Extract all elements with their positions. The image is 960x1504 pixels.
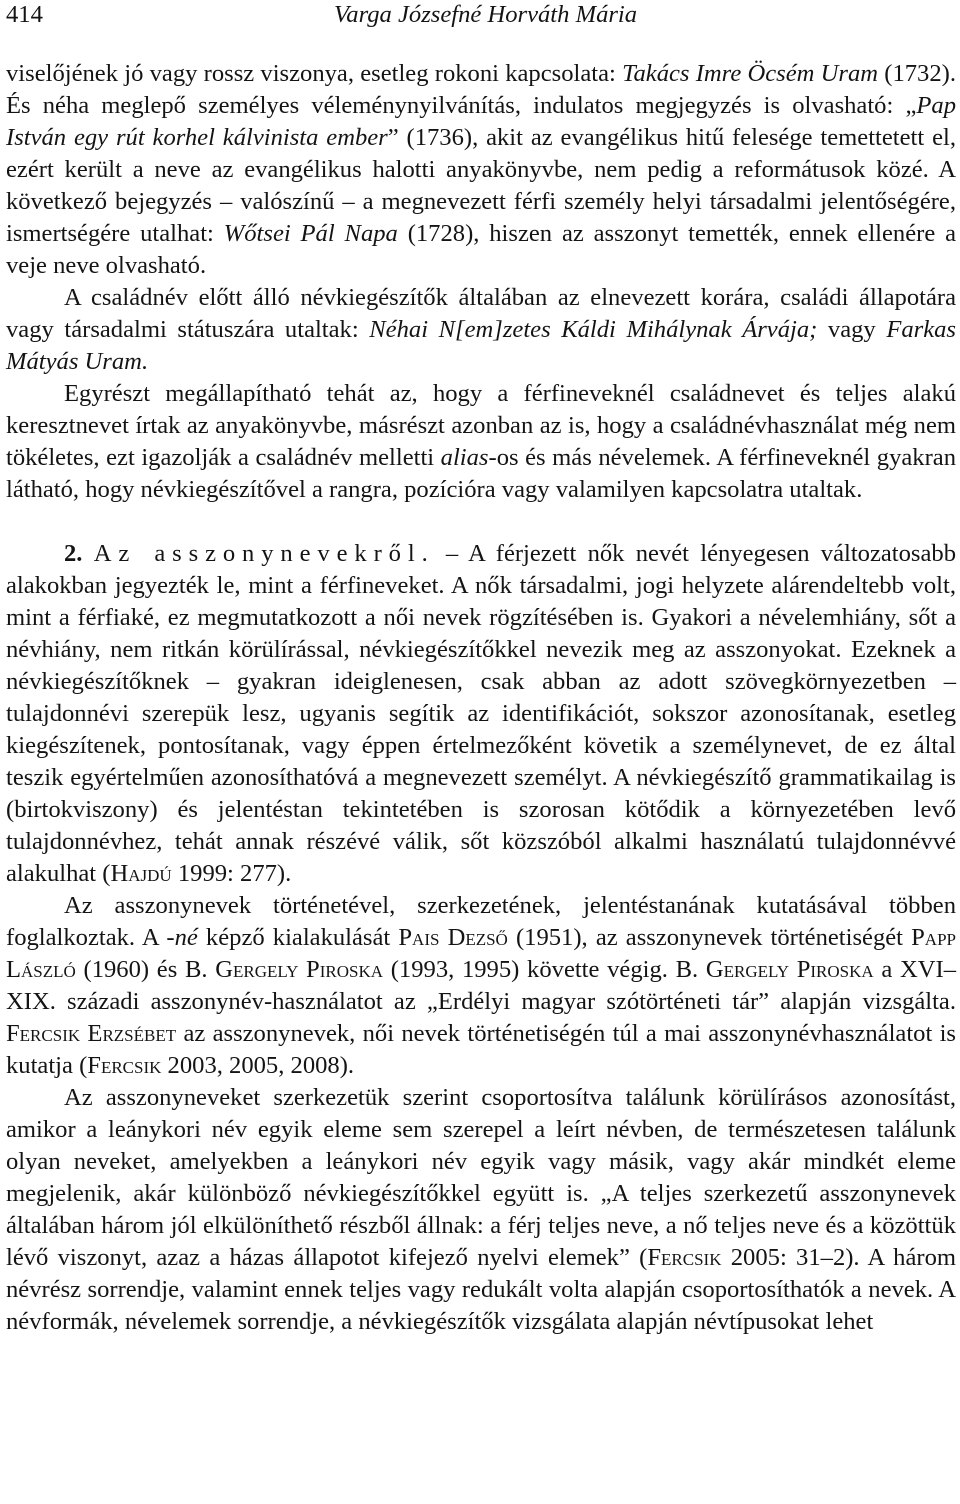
section-2-paragraph (6, 538, 956, 890)
running-head: Varga Józsefné Horváth Mária (334, 1, 638, 28)
text-run: vagy (817, 316, 887, 343)
text-run: – A férjezett nők nevét lényegesen változatosabb alakokban jegyezték le, mint a férfineveket. A nők társadalmi, jogi helyzete alárendeltebb volt, mint a férfiaké, ez megmutatkozott a női nevek rögzítésében is. Gyakori a névelemhiány, sőt a névhiány, nem ritkán körülírással, névkiegészítőkkel nevezik meg az asszonyokat. Ezeknek a névkiegészítőknek – gyakran ideiglenesen, csak abban az adott szövegkörnyezetben – tulajdonnévi szerepük lesz, ugyanis segítik az identifikációt, sokszor azonosítanak, esetleg kiegészítenek, pontosítanak, vagy éppen értelmezőként követik a személynevet, de ez által teszik egyértelműen azonosíthatóvá a megnevezett személyt. A névkiegészítő grammatikailag is (birtokviszony) és jelentéstan tekintetében is szorosan kötődik a környezetében levő tulajdonnévhez, tehát annak részévé válik, sőt közszóból alkalmi használatú tulajdonnévvé alakulhat ( (6, 540, 956, 887)
text-run: 2003, 2005, 2008). (161, 1052, 355, 1079)
text-run: (1951), az asszonynevek történetiségét (507, 924, 912, 951)
author-name: Pais Dezső (398, 924, 508, 951)
text-run: viselőjének jó vagy rossz viszonya, esetleg rokoni kapcsolata: (6, 60, 623, 87)
text-run: (1960) és B. (75, 956, 216, 983)
text-run: Az asszonyneveket szerkezetük szerint csoportosítva találunk körülírásos azonosítást, amikor a leánykori név egyik eleme sem szerepel a leírt névben, de természetesen találunk olyan neveket, amelyekben a leánykori név egyik vagy másik, vagy akár mindkét eleme megjelenik, akár különböző névkiegészítőkkel együtt is. „A teljes szerkezetű asszonynevek általában három jól elkülöníthető részből állnak: a férj teljes neve, a nő teljes neve és a közöttük lévő viszonyt, azaz a házas állapotot kifejező nyelvi elemek” ( (6, 1084, 956, 1271)
text-run: képző kialakulását (197, 924, 399, 951)
paragraph-5 (6, 890, 956, 1082)
author-name: Fercsik Erzsébet (6, 1020, 177, 1047)
italic-name: Takács Imre Öcsém Uram (622, 60, 879, 87)
text-run: 2005: 31–2). A három névrész sorrendje, valamint ennek teljes vagy redukált volta alapján csoportosíthatók a nevek. A névformák, névelemek sorrendje, a névkiegészítők vizsgálata alapján névtípusokat lehet (6, 1244, 957, 1335)
section-number: 2. (64, 540, 83, 567)
section-gap (6, 506, 956, 538)
author-name: Hajdú (110, 860, 172, 887)
text-run: A családnév előtt álló névkiegészítők általában az elnevezett korára, családi állapotára vagy társadalmi státuszára utaltak: (6, 284, 956, 343)
author-name: Gergely Piroska (705, 956, 874, 983)
body-text (6, 58, 956, 1338)
text-run: (1728), hiszen az asszonyt temették, ennek ellenére a veje neve olvasható. (6, 220, 956, 279)
italic-name: Néhai N[em]zetes Káldi Mihálynak Árvája; (369, 316, 818, 343)
paragraph-1 (6, 58, 956, 282)
text-run: 1999: 277). (171, 860, 292, 887)
text-run: (1993, 1995) követte végig. B. (383, 956, 706, 983)
text-run: a XVI–XIX. századi asszonynév-használatot az „Erdélyi magyar szótörténeti tár” alapján vizsgálta. (6, 956, 957, 1015)
author-name: Fercsik (647, 1244, 722, 1271)
text-run: (1732). És néha meglepő személyes véleménynyilvánítás, indulatos megjegyzés is olvasható: „ (6, 60, 956, 119)
italic-name: Wőtsei Pál Napa (223, 220, 398, 247)
italic-suffix: -né (166, 924, 198, 951)
page-number: 414 (6, 1, 43, 28)
italic-quote: Pap István egy rút korhel kálvinista ember (6, 92, 956, 151)
text-run: Egyrészt megállapítható tehát az, hogy a férfineveknél családnevet és teljes alakú keresztnevet írtak az anyakönyvbe, másrészt azonban az is, hogy a családnévhasználat még nem tökéletes, ezt igazolják a családnév melletti (6, 380, 956, 471)
author-name: Papp László (6, 924, 956, 983)
page-header (6, 0, 956, 30)
paragraph-3 (6, 378, 956, 506)
author-name: Gergely Piroska (215, 956, 384, 983)
text-run: Az asszonynevek történetével, szerkezetének, jelentéstanának kutatásával többen foglalkoztak. A (6, 892, 956, 951)
section-heading: Az asszonynevekről. (93, 540, 435, 567)
italic-name: Farkas Mátyás Uram. (6, 316, 956, 375)
text-run: ” (1736), akit az evangélikus hitű felesége temettetett el, ezért került a neve az evangélikus halotti anyakönyvbe, nem pedig a reformátusok közé. A következő bejegyzés – valószínű – a megnevezett férfi személy helyi társadalmi jelentőségére, ismertségére utalhat: (6, 124, 956, 247)
author-name: Fercsik (87, 1052, 162, 1079)
paragraph-6 (6, 1082, 956, 1338)
italic-term: alias (440, 444, 489, 471)
text-run: -os és más névelemek. A férfineveknél gyakran látható, hogy névkiegészítővel a rangra, pozícióra vagy valamilyen kapcsolatra utaltak. (6, 444, 956, 503)
paragraph-2 (6, 282, 956, 378)
text-run: az asszonynevek, női nevek történetiségén túl a mai asszonynévhasználatot is kutatja ( (6, 1020, 956, 1079)
